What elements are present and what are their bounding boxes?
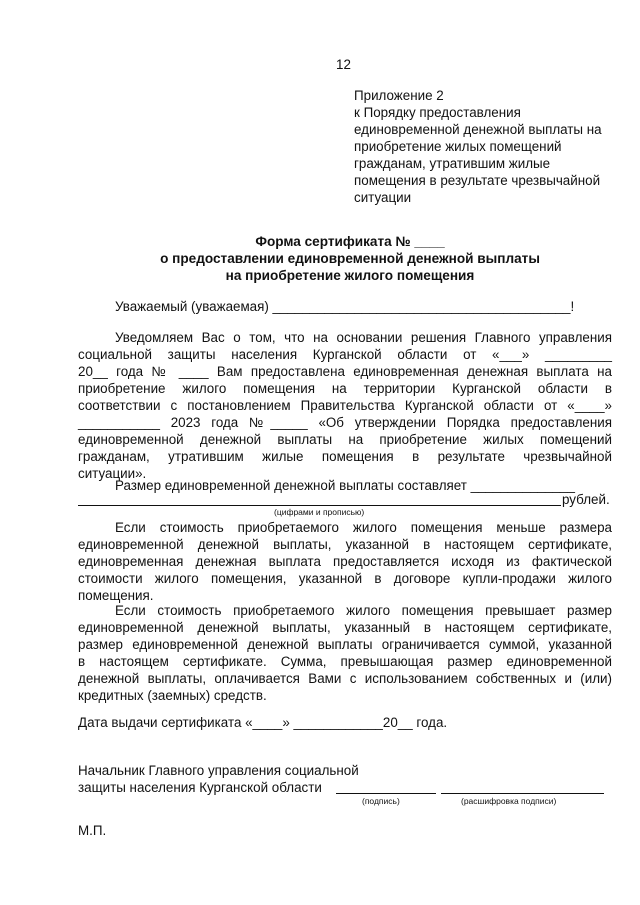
appendix-line: к Порядку предоставления (354, 105, 521, 120)
paragraph-line: Уведомляем Вас о том, что на основании решения Главного управления (115, 330, 612, 345)
appendix-line: Приложение 2 (354, 88, 444, 103)
paragraph-line: размер единовременной денежной выплаты ограничивается суммой, указанной (78, 637, 612, 652)
signatory-title: Начальник Главного управления социальной (78, 763, 359, 778)
issue-date: Дата выдачи сертификата «____» ____________20__ года. (78, 715, 448, 730)
page-number: 12 (336, 57, 351, 72)
paragraph-line: Если стоимость приобретаемого жилого помещения меньше размера (115, 520, 612, 535)
signature-caption: (подпись) (362, 796, 400, 806)
paragraph-line: приобретение жилого помещения на территории Курганской области в (78, 381, 612, 396)
form-title: Форма сертификата № ____ (255, 234, 445, 249)
paragraph-line: единовременной денежной выплаты на приобретение жилых помещений (78, 432, 612, 447)
paragraph-line: стоимости жилого помещения, указанной в договоре купли-продажи жилого (78, 571, 612, 586)
amount-underline (78, 505, 561, 506)
paragraph-line: социальной защиты населения Курганской области от «___» _________ (78, 347, 612, 362)
signature-decode-line (441, 793, 604, 794)
form-subtitle: о предоставлении единовременной денежной выплаты (160, 251, 540, 266)
form-subtitle: на приобретение жилого помещения (225, 268, 475, 283)
amount-caption: (цифрами и прописью) (274, 507, 365, 517)
appendix-line: приобретение жилых помещений (354, 139, 562, 154)
paragraph-line: единовременная денежная выплата предоставляется исходя из фактической (78, 554, 612, 569)
signatory-title: защиты населения Курганской области (78, 780, 322, 795)
greeting: Уважаемый (уважаемая) ________________________________________! (115, 299, 575, 314)
appendix-line: единовременной денежной выплаты на (354, 122, 602, 137)
amount-line: Размер единовременной денежной выплаты составляет ______________ (115, 478, 575, 493)
paragraph-line: ___________ 2023 года №_____ «Об утверждении Порядка предоставления (78, 415, 612, 430)
paragraph-line: ситуации». (78, 466, 147, 481)
paragraph-line: помещения. (78, 588, 154, 603)
appendix-line: ситуации (354, 190, 412, 205)
paragraph-line: Если стоимость приобретаемого жилого помещения превышает размер (115, 603, 612, 618)
paragraph-line: 20__ года № ____ Вам предоставлена единовременная денежная выплата на (78, 364, 612, 379)
signature-decode-caption: (расшифровка подписи) (461, 796, 557, 806)
stamp-place: М.П. (78, 823, 107, 838)
paragraph-line: соответствии с постановлением Правительства Курганской области от «____» (78, 398, 612, 413)
paragraph-line: гражданам, утратившим жилые помещения в результате чрезвычайной (78, 449, 612, 464)
paragraph-line: в настоящем сертификате. Сумма, превышающая размер единовременной (78, 654, 612, 669)
appendix-line: помещения в результате чрезвычайной (354, 173, 601, 188)
paragraph-line: кредитных (заемных) средств. (78, 688, 267, 703)
amount-suffix: рублей. (562, 492, 610, 507)
paragraph-line: единовременной денежной выплаты, указанный в настоящем сертификате, (78, 620, 612, 635)
paragraph-line: единовременной денежной выплаты, указанной в настоящем сертификате, (78, 537, 612, 552)
appendix-line: гражданам, утратившим жилые (354, 156, 551, 171)
signature-line (336, 793, 436, 794)
paragraph-line: денежной выплаты, оплачивается Вами с использованием собственных и (или) (78, 671, 612, 686)
